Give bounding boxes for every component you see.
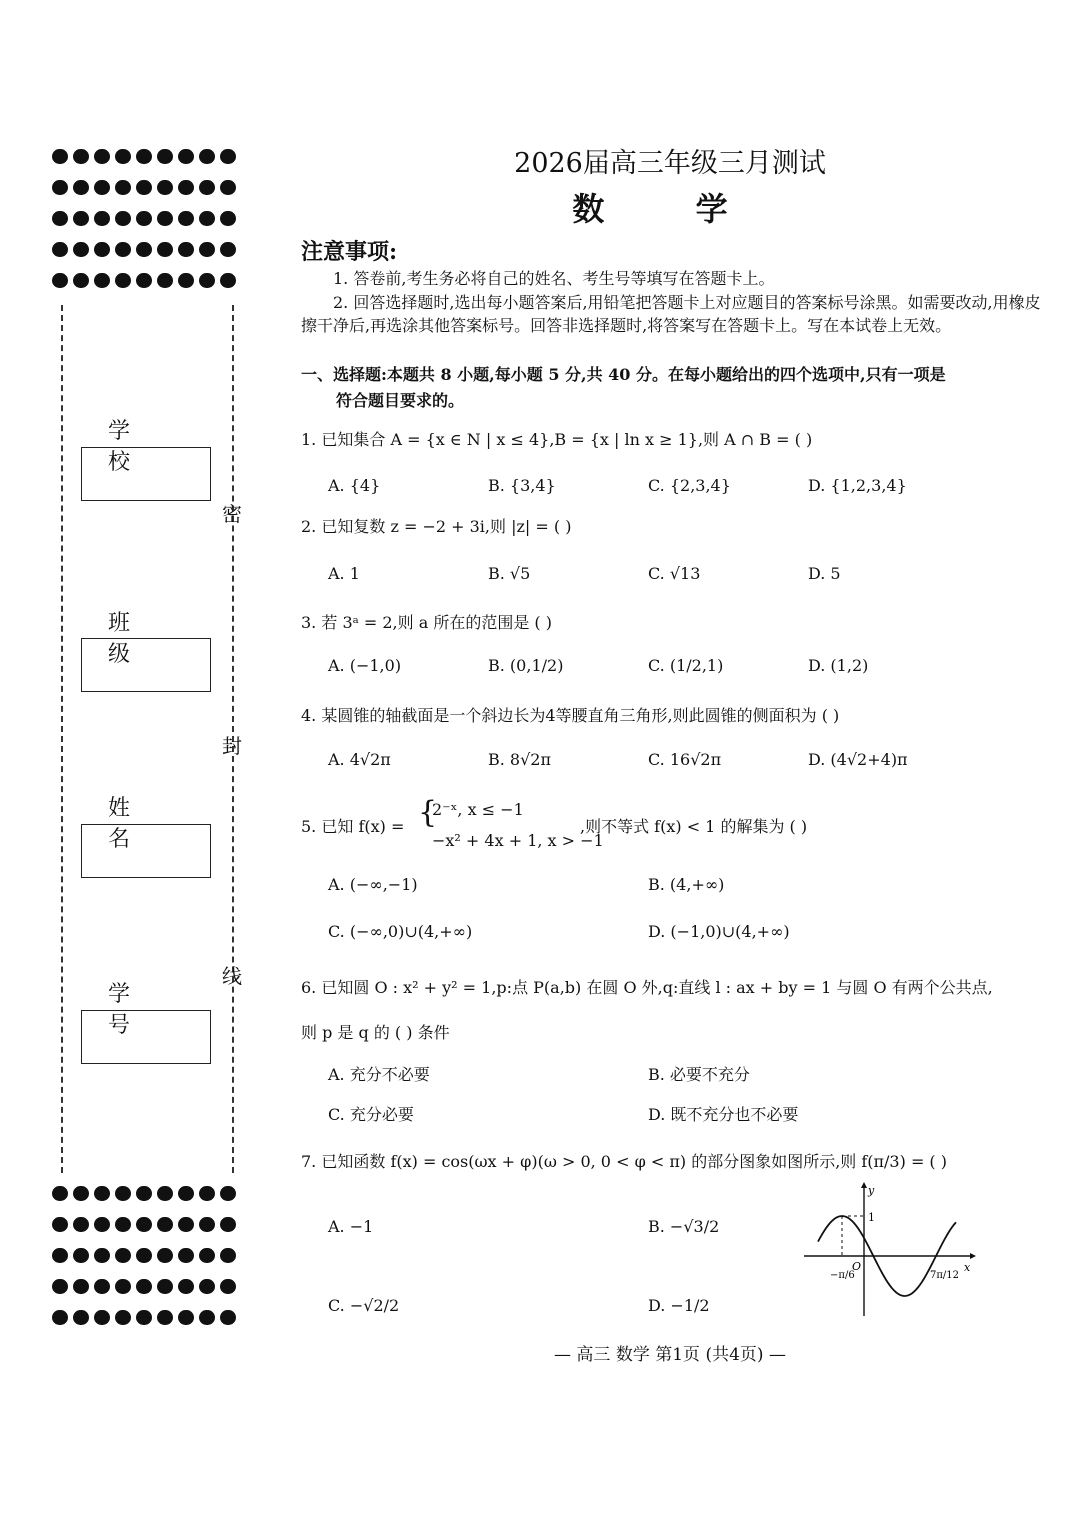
dot xyxy=(220,1217,236,1233)
dot xyxy=(157,1186,173,1202)
dot xyxy=(199,273,215,289)
student-id-box[interactable] xyxy=(81,1010,211,1064)
q6-stem-2: 则 p 是 q 的 ( ) 条件 xyxy=(301,1023,450,1042)
q5-piece-2: −x² + 4x + 1, x > −1 xyxy=(432,831,604,850)
dot xyxy=(115,1279,131,1295)
q3-option-c[interactable]: C. (1/2,1) xyxy=(648,656,724,675)
dot xyxy=(220,149,236,165)
dot xyxy=(73,180,89,196)
q5-option-b[interactable]: B. (4,+∞) xyxy=(648,875,725,894)
dot xyxy=(136,1248,152,1264)
dot xyxy=(199,1186,215,1202)
q1-option-b[interactable]: B. {3,4} xyxy=(488,476,556,495)
q3-option-d[interactable]: D. (1,2) xyxy=(808,656,869,675)
q7-stem: 7. 已知函数 f(x) = cos(ωx + φ)(ω > 0, 0 < φ < π) 的部分图象如图所示,则 f(π/3) = ( ) xyxy=(301,1152,948,1171)
x-label: x xyxy=(964,1261,971,1274)
student-id-label: 学 号 xyxy=(108,982,149,1038)
q7-option-d[interactable]: D. −1/2 xyxy=(648,1296,710,1315)
dot xyxy=(178,1186,194,1202)
class-label: 班 级 xyxy=(108,611,149,667)
dot xyxy=(73,149,89,165)
dot-row xyxy=(52,203,236,234)
q3-stem: 3. 若 3ᵃ = 2,则 a 所在的范围是 ( ) xyxy=(301,613,553,632)
exam-subject: 数 学 xyxy=(572,190,768,228)
dot-row xyxy=(52,1302,236,1333)
dot xyxy=(52,211,68,227)
cut-label-feng: 封 xyxy=(222,734,242,758)
dot xyxy=(199,211,215,227)
dot xyxy=(199,1310,215,1326)
dot-row xyxy=(52,1178,236,1209)
dot xyxy=(115,242,131,258)
dot xyxy=(94,1217,110,1233)
max-label: 1 xyxy=(868,1211,875,1224)
dot xyxy=(178,211,194,227)
dot xyxy=(178,1279,194,1295)
dot xyxy=(73,1217,89,1233)
dot xyxy=(220,1186,236,1202)
dot xyxy=(73,1279,89,1295)
q6-option-b[interactable]: B. 必要不充分 xyxy=(648,1065,750,1084)
dot xyxy=(52,1248,68,1264)
q7-cosine-graph xyxy=(800,1180,980,1320)
q2-stem: 2. 已知复数 z = −2 + 3i,则 |z| = ( ) xyxy=(301,517,572,536)
dot xyxy=(136,149,152,165)
section1-heading-cont: 符合题目要求的。 xyxy=(336,391,465,410)
y-label: y xyxy=(868,1184,875,1197)
dot xyxy=(73,1186,89,1202)
dot xyxy=(220,1248,236,1264)
dot xyxy=(220,180,236,196)
q6-option-c[interactable]: C. 充分必要 xyxy=(328,1105,414,1124)
dot xyxy=(52,242,68,258)
dot xyxy=(157,1279,173,1295)
dot xyxy=(220,273,236,289)
school-label: 学 校 xyxy=(108,419,149,475)
name-box[interactable] xyxy=(81,824,211,878)
dot xyxy=(52,1217,68,1233)
q2-option-b[interactable]: B. √5 xyxy=(488,564,531,583)
section1-heading: 一、选择题:本题共 8 小题,每小题 5 分,共 40 分。在每小题给出的四个选项中,只有一项是 xyxy=(301,365,946,384)
dot xyxy=(220,242,236,258)
dot xyxy=(94,273,110,289)
q2-option-a[interactable]: A. 1 xyxy=(328,564,360,583)
dot xyxy=(115,1217,131,1233)
notice-item-2: 2. 回答选择题时,选出每小题答案后,用铅笔把答题卡上对应题目的答案标号涂黑。如需要改动,用橡皮擦干净后,再选涂其他答案标号。回答非选择题时,将答案写在答题卡上。写在本试卷上无效。 xyxy=(301,293,1041,335)
q3-option-a[interactable]: A. (−1,0) xyxy=(328,656,402,675)
dot xyxy=(220,1310,236,1326)
dot xyxy=(115,1186,131,1202)
dot xyxy=(94,1310,110,1326)
notice-item-1: 1. 答卷前,考生务必将自己的姓名、考生号等填写在答题卡上。 xyxy=(333,269,775,288)
dot xyxy=(94,211,110,227)
dot xyxy=(94,1248,110,1264)
dot xyxy=(73,273,89,289)
q1-option-c[interactable]: C. {2,3,4} xyxy=(648,476,731,495)
q1-stem: 1. 已知集合 A = {x ∈ N | x ≤ 4},B = {x | ln x ≥ 1},则 A ∩ B = ( ) xyxy=(301,430,813,449)
dot xyxy=(178,180,194,196)
y-axis-arrow xyxy=(861,1182,867,1188)
dot xyxy=(157,149,173,165)
dot xyxy=(136,1279,152,1295)
left-tick-label: −π/6 xyxy=(830,1270,855,1281)
q4-stem: 4. 某圆锥的轴截面是一个斜边长为4等腰直角三角形,则此圆锥的侧面积为 ( ) xyxy=(301,706,840,725)
dot xyxy=(52,1186,68,1202)
dot xyxy=(94,180,110,196)
page-footer: — 高三 数学 第1页 (共4页) — xyxy=(554,1345,786,1365)
q7-option-c[interactable]: C. −√2/2 xyxy=(328,1296,400,1315)
dot xyxy=(199,1248,215,1264)
dot xyxy=(157,273,173,289)
origin-label: O xyxy=(852,1260,862,1273)
right-tick-label: 7π/12 xyxy=(930,1270,960,1281)
cut-line-left xyxy=(61,305,63,1173)
notice-heading: 注意事项: xyxy=(301,239,398,265)
q4-option-b[interactable]: B. 8√2π xyxy=(488,750,551,769)
dot xyxy=(220,211,236,227)
dot xyxy=(199,180,215,196)
dot xyxy=(73,242,89,258)
dot xyxy=(115,149,131,165)
dot xyxy=(178,1248,194,1264)
q4-option-a[interactable]: A. 4√2π xyxy=(328,750,391,769)
q6-stem: 6. 已知圆 O : x² + y² = 1,p:点 P(a,b) 在圆 O 外,q:直线 l : ax + by = 1 与圆 O 有两个公共点, xyxy=(301,978,993,997)
dot xyxy=(157,1217,173,1233)
dot xyxy=(157,1248,173,1264)
dot xyxy=(199,149,215,165)
dot xyxy=(94,1279,110,1295)
q6-option-a[interactable]: A. 充分不必要 xyxy=(328,1065,430,1084)
q7-option-b[interactable]: B. −√3/2 xyxy=(648,1217,720,1236)
dot-row xyxy=(52,265,236,296)
dot xyxy=(94,1186,110,1202)
dot xyxy=(136,1186,152,1202)
dot xyxy=(52,1279,68,1295)
dot xyxy=(157,1310,173,1326)
dot xyxy=(52,273,68,289)
dot xyxy=(178,1217,194,1233)
q6-option-d[interactable]: D. 既不充分也不必要 xyxy=(648,1105,799,1124)
dot xyxy=(115,211,131,227)
dot xyxy=(136,211,152,227)
dot-row xyxy=(52,1209,236,1240)
dot xyxy=(115,1310,131,1326)
dot xyxy=(220,1279,236,1295)
dot xyxy=(94,242,110,258)
dot xyxy=(73,211,89,227)
q2-option-d[interactable]: D. 5 xyxy=(808,564,841,583)
dot xyxy=(136,1310,152,1326)
dot-row xyxy=(52,1271,236,1302)
dot xyxy=(136,180,152,196)
top-dot-grid xyxy=(52,141,236,296)
q5-option-a[interactable]: A. (−∞,−1) xyxy=(328,875,418,894)
dot xyxy=(73,1310,89,1326)
bottom-dot-grid xyxy=(52,1178,236,1333)
dot xyxy=(199,242,215,258)
dot-row xyxy=(52,172,236,203)
q4-option-d[interactable]: D. (4√2+4)π xyxy=(808,750,908,769)
q2-option-c[interactable]: C. √13 xyxy=(648,564,701,583)
dot xyxy=(115,180,131,196)
cut-label-xian: 线 xyxy=(222,964,242,988)
dot xyxy=(199,1217,215,1233)
q5-option-d[interactable]: D. (−1,0)∪(4,+∞) xyxy=(648,922,790,941)
dot xyxy=(157,180,173,196)
dot xyxy=(136,1217,152,1233)
dot xyxy=(115,1248,131,1264)
dot xyxy=(136,242,152,258)
dot xyxy=(136,273,152,289)
q5-brace: { xyxy=(418,795,438,830)
q3-option-b[interactable]: B. (0,1/2) xyxy=(488,656,564,675)
q1-option-d[interactable]: D. {1,2,3,4} xyxy=(808,476,907,495)
q7-option-a[interactable]: A. −1 xyxy=(328,1217,374,1236)
dot-row xyxy=(52,1240,236,1271)
dot xyxy=(178,242,194,258)
dot xyxy=(157,211,173,227)
q5-stem-pre: 5. 已知 f(x) = xyxy=(301,817,405,836)
dot xyxy=(178,273,194,289)
dot-row xyxy=(52,234,236,265)
dot xyxy=(94,149,110,165)
dot xyxy=(178,1310,194,1326)
q5-piece-1: 2⁻ˣ, x ≤ −1 xyxy=(432,800,524,819)
q5-option-c[interactable]: C. (−∞,0)∪(4,+∞) xyxy=(328,922,473,941)
q4-option-c[interactable]: C. 16√2π xyxy=(648,750,722,769)
dot xyxy=(157,242,173,258)
cut-label-mi: 密 xyxy=(222,502,242,526)
class-box[interactable] xyxy=(81,638,211,692)
name-label: 姓 名 xyxy=(108,796,149,852)
dot xyxy=(178,149,194,165)
dot xyxy=(199,1279,215,1295)
dot xyxy=(52,180,68,196)
dot xyxy=(52,149,68,165)
dot-row xyxy=(52,141,236,172)
dot xyxy=(115,273,131,289)
school-box[interactable] xyxy=(81,447,211,501)
dot xyxy=(52,1310,68,1326)
q5-stem-post: ,则不等式 f(x) < 1 的解集为 ( ) xyxy=(580,817,808,836)
exam-title: 2026届高三年级三月测试 xyxy=(514,148,826,179)
q1-option-a[interactable]: A. {4} xyxy=(328,476,381,495)
dot xyxy=(73,1248,89,1264)
x-axis-arrow xyxy=(970,1253,976,1259)
